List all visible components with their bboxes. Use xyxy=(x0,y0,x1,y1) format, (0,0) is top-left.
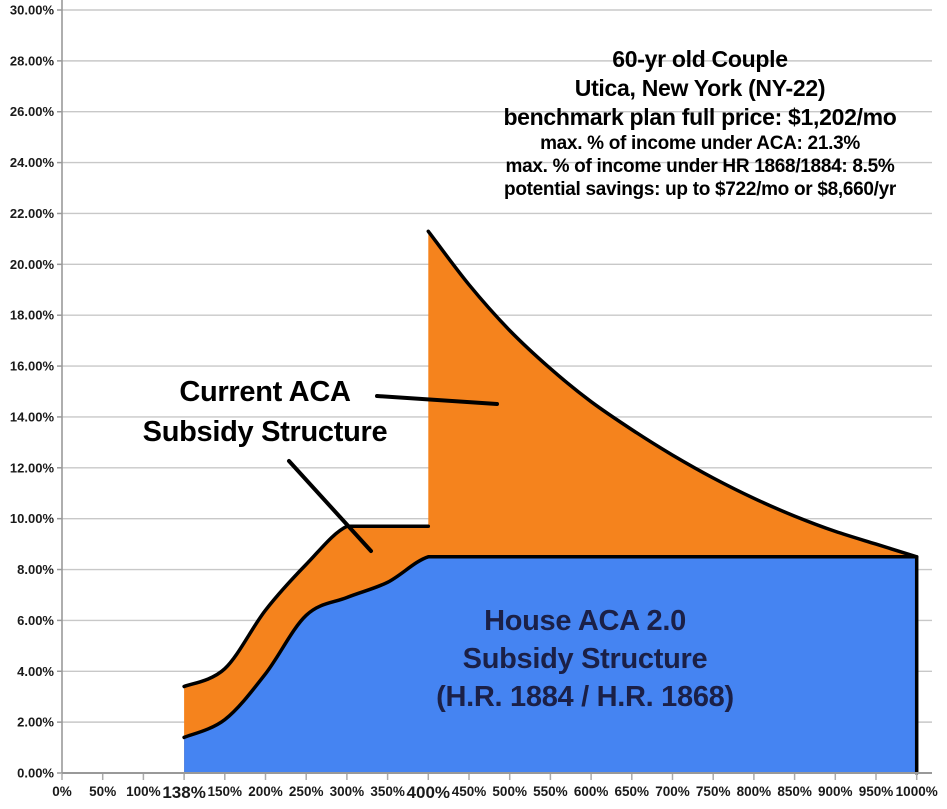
annotation-line: max. % of income under HR 1868/1884: 8.5% xyxy=(505,156,895,177)
y-tick-label: 0.00% xyxy=(17,765,54,781)
x-tick-label: 150% xyxy=(207,784,243,799)
house-aca-label-line: Subsidy Structure xyxy=(462,643,708,675)
house-aca-label-line: (H.R. 1884 / H.R. 1868) xyxy=(436,681,734,713)
y-tick-label: 8.00% xyxy=(17,562,54,578)
y-tick-label: 28.00% xyxy=(9,53,54,69)
y-tick-label: 4.00% xyxy=(17,663,54,679)
x-tick-label: 800% xyxy=(736,784,772,799)
x-tick-label: 500% xyxy=(492,784,527,799)
y-tick-label: 30.00% xyxy=(9,2,54,18)
x-tick-label: 900% xyxy=(818,784,853,799)
annotation-line: Utica, New York (NY-22) xyxy=(574,75,826,101)
x-tick-label: 750% xyxy=(695,784,731,799)
x-tick-label: 650% xyxy=(614,784,650,799)
x-tick-label: 100% xyxy=(126,784,161,799)
y-tick-label: 16.00% xyxy=(9,358,54,374)
x-tick-label: 450% xyxy=(451,784,487,799)
y-tick-label: 20.00% xyxy=(9,256,54,272)
x-tick-label: 138% xyxy=(162,783,206,802)
current-aca-label-line: Current ACA xyxy=(179,376,351,408)
x-tick-label: 350% xyxy=(370,784,405,799)
annotation-line: max. % of income under ACA: 21.3% xyxy=(540,133,860,154)
x-tick-label: 550% xyxy=(533,784,568,799)
y-tick-label: 24.00% xyxy=(9,155,54,171)
y-tick-label: 6.00% xyxy=(17,612,54,628)
chart-annotation xyxy=(450,45,947,201)
x-tick-label: 1000% xyxy=(895,784,938,799)
x-tick-label: 700% xyxy=(655,784,690,799)
x-tick-label: 600% xyxy=(573,784,609,799)
annotation-line: potential savings: up to $722/mo or $8,660/yr xyxy=(504,179,896,200)
y-tick-label: 26.00% xyxy=(9,104,54,120)
house-aca-series-label xyxy=(385,602,785,716)
x-tick-label: 200% xyxy=(248,784,283,799)
x-tick-label: 850% xyxy=(777,784,812,799)
current-aca-series-label xyxy=(65,372,465,452)
annotation-line: 60-yr old Couple xyxy=(612,46,788,72)
x-tick-label: 400% xyxy=(406,783,451,802)
x-tick-label: 250% xyxy=(288,784,324,799)
y-tick-label: 2.00% xyxy=(17,714,54,730)
x-tick-label: 50% xyxy=(89,784,117,799)
x-tick-label: 300% xyxy=(329,784,365,799)
y-tick-label: 12.00% xyxy=(9,460,54,476)
x-tick-label: 950% xyxy=(858,784,894,799)
house-aca-label-line: House ACA 2.0 xyxy=(484,605,686,637)
annotation-line: benchmark plan full price: $1,202/mo xyxy=(503,104,897,130)
y-tick-label: 10.00% xyxy=(9,511,54,527)
y-tick-label: 14.00% xyxy=(9,409,54,425)
current-aca-label-line: Subsidy Structure xyxy=(142,416,388,448)
x-tick-label: 0% xyxy=(52,784,72,799)
y-tick-label: 18.00% xyxy=(9,307,54,323)
y-tick-label: 22.00% xyxy=(9,205,54,221)
